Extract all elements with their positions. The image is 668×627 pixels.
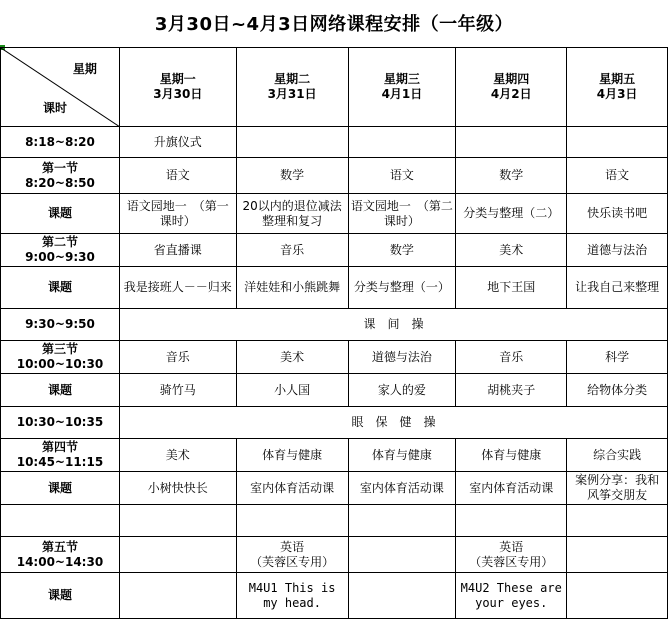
table-row — [1, 234, 668, 267]
day-date: 4月3日 — [596, 87, 638, 101]
table-cell: 胡桃夹子 — [456, 374, 567, 407]
table-cell: M4U2 These are your eyes. — [456, 573, 567, 619]
period-time: 9:00~9:30 — [25, 250, 95, 264]
break-exercise-cell: 课 间 操 — [119, 309, 667, 341]
table-cell: 快乐读书吧 — [567, 194, 668, 234]
table-cell: 分类与整理（一） — [348, 267, 456, 309]
page-title: 3月30日~4月3日网络课程安排（一年级） — [154, 14, 514, 35]
period-label — [1, 341, 120, 374]
table-cell — [456, 127, 567, 158]
eye-exercise-cell: 眼 保 健 操 — [119, 407, 667, 439]
table-cell — [119, 537, 236, 573]
table-cell: 我是接班人－－归来 — [119, 267, 236, 309]
header-row — [1, 48, 668, 127]
day-header-3 — [348, 48, 456, 127]
time-label: 9:30~9:50 — [1, 309, 120, 341]
period-label — [1, 537, 120, 573]
table-cell: 体育与健康 — [456, 439, 567, 472]
day-date: 3月30日 — [153, 87, 203, 101]
table-row — [1, 537, 668, 573]
corner-week-label: 星期 — [72, 62, 97, 76]
table-cell: 升旗仪式 — [119, 127, 236, 158]
day-name: 星期二 — [274, 72, 311, 86]
table-cell — [348, 537, 456, 573]
day-header-5 — [567, 48, 668, 127]
period-time: 10:00~10:30 — [16, 357, 104, 371]
table-cell: 语文 — [119, 158, 236, 194]
day-header-4 — [456, 48, 567, 127]
time-label: 8:18~8:20 — [1, 127, 120, 158]
period-name: 第四节 — [41, 440, 78, 454]
table-cell: 英语 （芙蓉区专用） — [456, 537, 567, 573]
day-name: 星期五 — [599, 72, 636, 86]
schedule-table — [0, 47, 668, 619]
day-header-1 — [119, 48, 236, 127]
table-cell: 语文园地一 （第二课时） — [348, 194, 456, 234]
period-label — [1, 158, 120, 194]
day-name: 星期三 — [383, 72, 420, 86]
table-cell — [567, 127, 668, 158]
blank-cell — [456, 505, 567, 537]
topic-label: 课题 — [1, 267, 120, 309]
table-row — [1, 309, 668, 341]
period-name: 第五节 — [41, 539, 78, 554]
blank-cell — [567, 505, 668, 537]
table-cell: 美术 — [236, 341, 348, 374]
period-time: 10:45~11:15 — [16, 455, 104, 469]
table-cell: 语文园地一 （第一课时） — [119, 194, 236, 234]
table-row — [1, 407, 668, 439]
table-cell — [236, 127, 348, 158]
day-header-2 — [236, 48, 348, 127]
table-row — [1, 158, 668, 194]
topic-label: 课题 — [1, 194, 120, 234]
table-cell: 数学 — [456, 158, 567, 194]
table-cell: 音乐 — [456, 341, 567, 374]
table-cell: 家人的爱 — [348, 374, 456, 407]
blank-cell — [236, 505, 348, 537]
table-cell: 20以内的退位减法整理和复习 — [236, 194, 348, 234]
table-cell: 数学 — [236, 158, 348, 194]
table-cell — [348, 127, 456, 158]
topic-label: 课题 — [1, 374, 120, 407]
day-date: 4月1日 — [381, 87, 423, 101]
table-cell: 音乐 — [119, 341, 236, 374]
blank-cell — [348, 505, 456, 537]
day-name: 星期四 — [493, 72, 530, 86]
table-cell: 给物体分类 — [567, 374, 668, 407]
table-cell: 室内体育活动课 — [236, 472, 348, 505]
table-cell — [348, 573, 456, 619]
table-cell: 省直播课 — [119, 234, 236, 267]
header-corner — [1, 48, 120, 127]
day-date: 3月31日 — [267, 87, 317, 101]
period-name: 第三节 — [41, 342, 78, 356]
topic-label: 课题 — [1, 573, 120, 619]
topic-label: 课题 — [1, 472, 120, 505]
table-cell: 体育与健康 — [348, 439, 456, 472]
period-label — [1, 234, 120, 267]
table-cell: 让我自己来整理 — [567, 267, 668, 309]
table-cell: 科学 — [567, 341, 668, 374]
table-cell: 地下王国 — [456, 267, 567, 309]
table-cell: 小人国 — [236, 374, 348, 407]
table-cell: 室内体育活动课 — [456, 472, 567, 505]
time-label: 10:30~10:35 — [1, 407, 120, 439]
table-row — [1, 573, 668, 619]
day-name: 星期一 — [159, 72, 196, 86]
table-cell: 室内体育活动课 — [348, 472, 456, 505]
table-row — [1, 472, 668, 505]
table-cell: 语文 — [348, 158, 456, 194]
table-cell: 道德与法治 — [348, 341, 456, 374]
blank-cell — [119, 505, 236, 537]
table-row — [1, 267, 668, 309]
table-cell: 洋娃娃和小熊跳舞 — [236, 267, 348, 309]
table-cell: 英语 （芙蓉区专用） — [236, 537, 348, 573]
period-name: 第一节 — [41, 160, 78, 175]
table-cell — [567, 573, 668, 619]
table-cell: 骑竹马 — [119, 374, 236, 407]
blank-cell — [1, 505, 120, 537]
table-cell: 美术 — [456, 234, 567, 267]
period-time: 8:20~8:50 — [25, 175, 95, 190]
table-cell: 综合实践 — [567, 439, 668, 472]
table-row — [1, 341, 668, 374]
period-time: 14:00~14:30 — [16, 554, 104, 569]
day-date: 4月2日 — [490, 87, 532, 101]
corner-time-label: 课时 — [43, 101, 68, 115]
table-cell: 音乐 — [236, 234, 348, 267]
table-cell: 数学 — [348, 234, 456, 267]
table-cell — [119, 573, 236, 619]
period-name: 第二节 — [41, 235, 78, 249]
table-cell — [567, 537, 668, 573]
period-label — [1, 439, 120, 472]
table-cell: 美术 — [119, 439, 236, 472]
table-cell: 体育与健康 — [236, 439, 348, 472]
table-cell: M4U1 This is my head. — [236, 573, 348, 619]
blank-row — [1, 505, 668, 537]
table-row — [1, 194, 668, 234]
table-cell: 案例分享：我和风筝交朋友 — [567, 472, 668, 505]
table-cell: 小树快快长 — [119, 472, 236, 505]
table-row — [1, 439, 668, 472]
table-row — [1, 127, 668, 158]
table-cell: 分类与整理（二） — [456, 194, 567, 234]
table-row — [1, 374, 668, 407]
table-cell: 语文 — [567, 158, 668, 194]
table-cell: 道德与法治 — [567, 234, 668, 267]
